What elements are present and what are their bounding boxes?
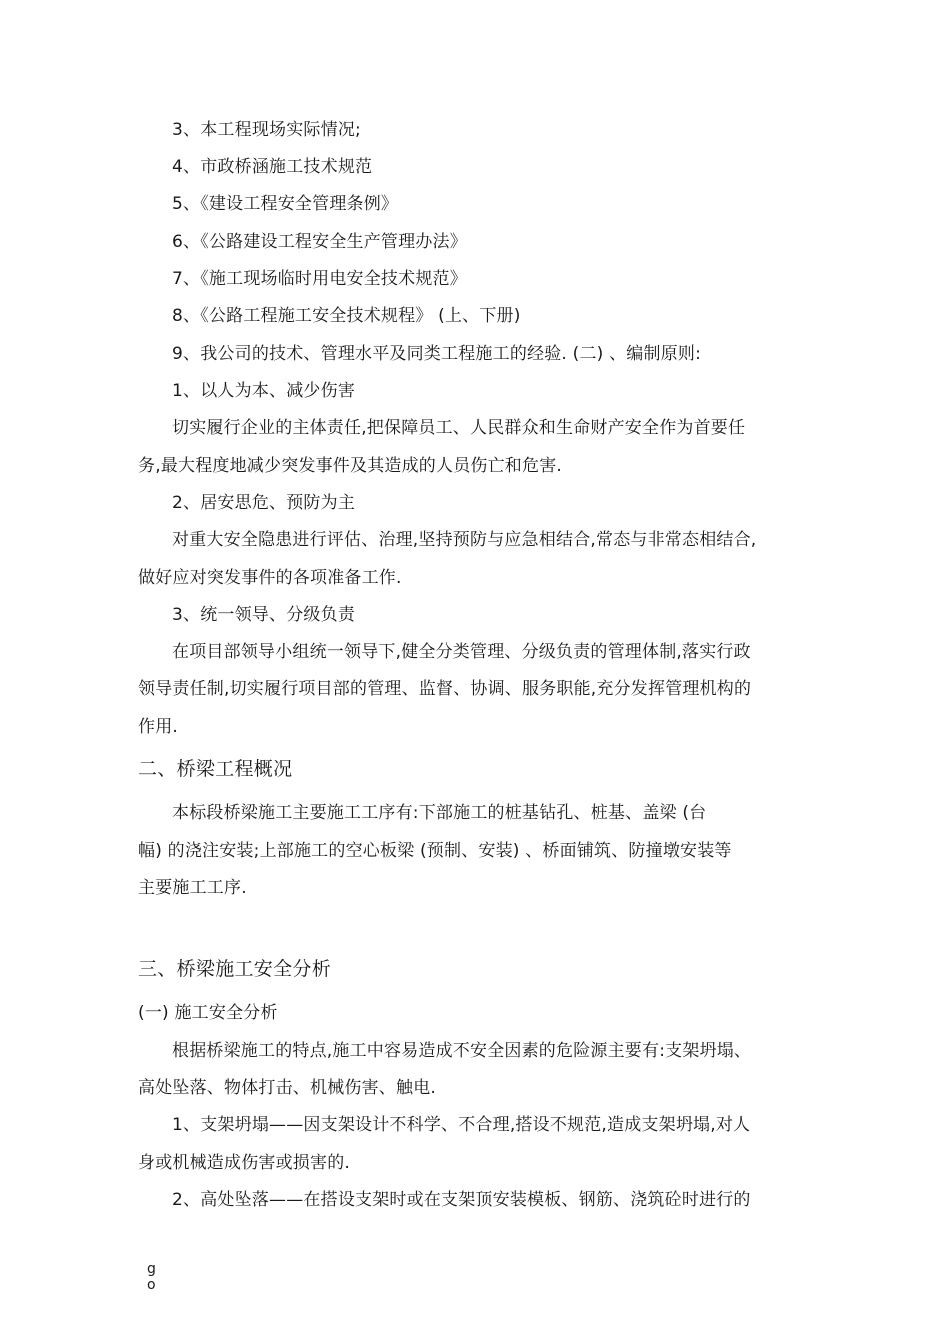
text-line: 对重大安全隐患进行评估、治理,坚持预防与应急相结合,常态与非常态相结合, [172, 530, 757, 550]
text-line: 高处坠落、物体打击、机械伤害、触电. [138, 1078, 437, 1098]
text-line: 1、支架坍塌——因支架设计不科学、不合理,搭设不规范,造成支架坍塌,对人 [172, 1115, 751, 1135]
text-line: 3、统一领导、分级负责 [172, 605, 356, 625]
text-line: 6、《公路建设工程安全生产管理办法》 [172, 232, 467, 252]
text-line: 务,最大程度地减少突发事件及其造成的人员伤亡和危害. [138, 456, 563, 476]
section-heading: 三、桥梁施工安全分析 [138, 958, 332, 980]
text-line: 切实履行企业的主体责任,把保障员工、人民群众和生命财产安全作为首要任 [172, 418, 746, 438]
text-line: 3、本工程现场实际情况; [172, 120, 361, 140]
text-line: 5、《建设工程安全管理条例》 [172, 194, 399, 214]
text-line: 9、我公司的技术、管理水平及同类工程施工的经验. (二) 、编制原则: [172, 344, 702, 364]
section-heading: 二、桥梁工程概况 [138, 758, 293, 780]
text-line: 主要施工工序. [138, 878, 247, 898]
text-line: 7、《施工现场临时用电安全技术规范》 [172, 269, 467, 289]
text-line: 本标段桥梁施工主要施工工序有:下部施工的桩基钻孔、桩基、盖梁 (台 [172, 803, 707, 823]
text-line: 身或机械造成伤害或损害的. [138, 1153, 351, 1173]
text-line: 2、高处坠落——在搭设支架时或在支架顶安装模板、钢筋、浇筑砼时进行的 [172, 1190, 751, 1210]
text-line: 作用. [138, 717, 179, 737]
text-line: 1、以人为本、减少伤害 [172, 381, 356, 401]
footer-mark: g [147, 1261, 156, 1277]
text-line: 做好应对突发事件的各项准备工作. [138, 568, 402, 588]
text-line: 幅) 的浇注安装;上部施工的空心板梁 (预制、安装) 、桥面铺筑、防撞墩安装等 [138, 841, 732, 861]
text-line: 领导责任制,切实履行项目部的管理、监督、协调、服务职能,充分发挥管理机构的 [138, 679, 752, 699]
text-line: 2、居安思危、预防为主 [172, 493, 356, 513]
text-line: 4、市政桥涵施工技术规范 [172, 157, 373, 177]
subsection-heading: (一) 施工安全分析 [138, 1003, 278, 1023]
text-line: 8、《公路工程施工安全技术规程》 (上、下册) [172, 306, 521, 326]
text-line: 在项目部领导小组统一领导下,健全分类管理、分级负责的管理体制,落实行政 [172, 642, 751, 662]
text-line: 根据桥梁施工的特点,施工中容易造成不安全因素的危险源主要有:支架坍塌、 [172, 1041, 752, 1061]
footer-mark: o [147, 1277, 156, 1293]
